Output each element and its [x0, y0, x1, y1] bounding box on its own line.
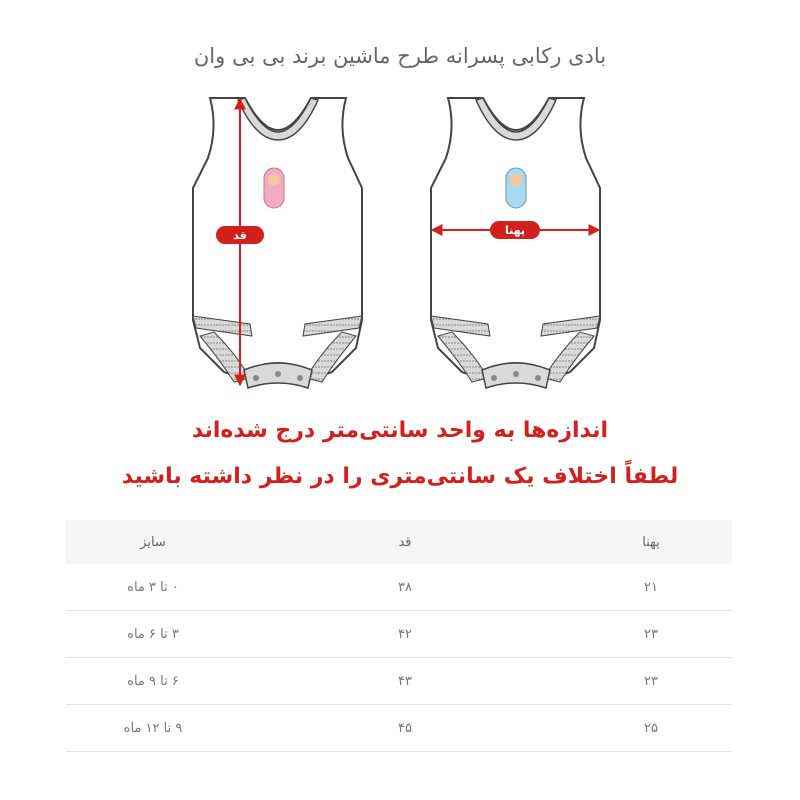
- cell-size: ۰ تا ۳ ماه: [66, 564, 240, 611]
- bodysuit-left: [193, 98, 362, 388]
- units-notice: اندازه‌ها به واحد سانتی‌متر درج شده‌اند: [191, 418, 609, 443]
- cell-size: ۶ تا ۹ ماه: [66, 658, 240, 705]
- svg-text:قد: قد: [233, 229, 247, 242]
- table-row: [66, 611, 732, 658]
- cell-height: ۴۲: [240, 611, 570, 658]
- table-row: [66, 705, 732, 752]
- header-size: سایز: [66, 520, 240, 564]
- cell-size: ۹ تا ۱۲ ماه: [66, 705, 240, 752]
- table-row: [66, 658, 732, 705]
- cell-width: ۲۱: [570, 564, 732, 611]
- tolerance-notice: لطفاً اختلاف یک سانتی‌متری را در نظر داشته باشید: [121, 464, 679, 489]
- size-table: [66, 520, 732, 752]
- cell-height: ۴۳: [240, 658, 570, 705]
- height-label-badge: [216, 226, 264, 244]
- bodysuit-diagrams: [0, 88, 800, 408]
- cell-width: ۲۵: [570, 705, 732, 752]
- cell-width: ۲۳: [570, 611, 732, 658]
- pink-patch-icon: [264, 168, 284, 208]
- blue-patch-icon: [506, 168, 526, 208]
- header-height: قد: [240, 520, 570, 564]
- cell-height: ۴۵: [240, 705, 570, 752]
- svg-text:پهنا: پهنا: [504, 224, 526, 237]
- width-label-badge: [490, 221, 540, 239]
- cell-height: ۳۸: [240, 564, 570, 611]
- cell-size: ۳ تا ۶ ماه: [66, 611, 240, 658]
- table-header-row: [66, 520, 732, 564]
- header-width: پهنا: [570, 520, 732, 564]
- bodysuit-right: [431, 98, 600, 388]
- product-title: بادی رکابی پسرانه طرح ماشین برند بی بی وان: [193, 44, 607, 68]
- cell-width: ۲۳: [570, 658, 732, 705]
- table-row: [66, 564, 732, 611]
